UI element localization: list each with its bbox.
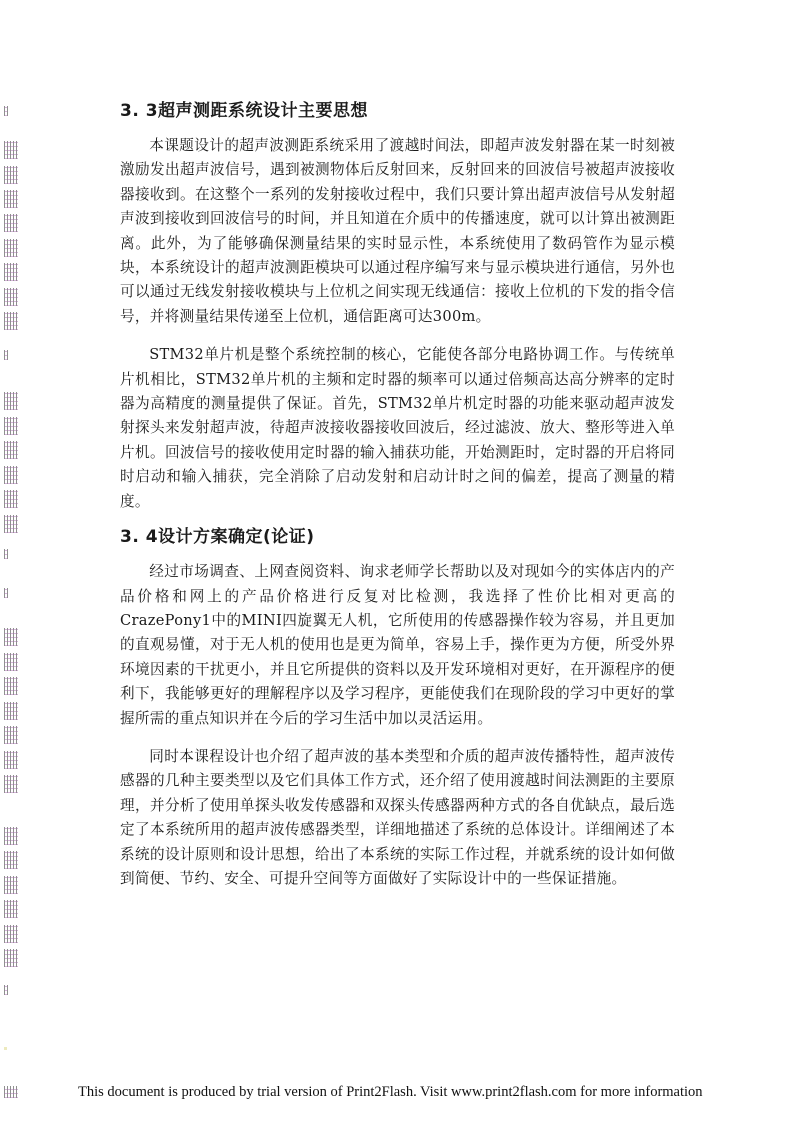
margin-artifact [4, 490, 18, 508]
margin-artifact [4, 549, 8, 559]
margin-artifact [4, 775, 18, 793]
paragraph: 同时本课程设计也介绍了超声波的基本类型和介质的超声波传播特性，超声波传感器的几种主要类型以及它们具体工作方式，还介绍了使用渡越时间法测距的主要原理，并分析了使用单探头收发传感器和双探头传感器两种方式的各自优缺点，最后选定了本系统所用的超声波传感器类型，详细地描述了系统的总体设计。详细阐述了本系统的设计原则和设计思想，给出了本系统的实际工作过程，并就系统的设计如何做到简便、节约、安全、可提升空间等方面做好了实际设计中的一些保证措施。 [120, 747, 675, 887]
margin-artifact [4, 876, 18, 894]
margin-artifact [4, 900, 18, 918]
margin-artifact [4, 288, 18, 306]
page-content [120, 98, 675, 891]
margin-artifact [4, 106, 8, 116]
margin-artifact [4, 166, 18, 184]
margin-artifact [4, 441, 18, 459]
margin-artifact [4, 312, 18, 330]
margin-artifact [4, 702, 18, 720]
margin-artifact [4, 466, 18, 484]
paragraph: 经过市场调查、上网查阅资料、询求老师学长帮助以及对现如今的实体店内的产品价格和网上的产品价格进行反复对比检测，我选择了性价比相对更高的CrazePony1中的MINI四旋翼无人机，它所使用的传感器操作较为容易，并且更加的直观易懂，对于无人机的使用也是更为简单，容易上手，操作更为方便，所受外界环境因素的干扰更小，并且它所提供的资料以及开发环境相对更好，在开源程序的便利下，我能够更好的理解程序以及学习程序，更能使我们在现阶段的学习中更好的掌握所需的重点知识并在今后的学习生活中加以灵活运用。 [120, 563, 675, 727]
margin-artifact [4, 1086, 18, 1098]
margin-artifact [4, 417, 18, 435]
trial-watermark: This document is produced by trial version of Print2Flash. Visit www.print2flash.com for more information [78, 1084, 703, 1100]
margin-artifact [4, 515, 18, 533]
margin-artifact [4, 985, 8, 995]
margin-artifact [4, 949, 18, 967]
paragraph: 本课题设计的超声波测距系统采用了渡越时间法，即超声波发射器在某一时刻被激励发出超声波信号，遇到被测物体后反射回来，反射回来的回波信号被超声波接收器接收到。在这整个一系列的发射接收过程中，我们只要计算出超声波信号从发射超声波到接收到回波信号的时间，并且知道在介质中的传播速度，就可以计算出被测距离。此外，为了能够确保测量结果的实时显示性，本系统使用了数码管作为显示模块，本系统设计的超声波测距模块可以通过程序编写来与显示模块进行通信，另外也可以通过无线发射接收模块与上位机之间实现无线通信：接收上位机的下发的指令信号，并将测量结果传递至上位机，通信距离可达300m。 [120, 137, 675, 325]
section-heading: 3. 3超声测距系统设计主要思想 [120, 101, 369, 121]
margin-artifact [4, 653, 18, 671]
section-heading: 3. 4设计方案确定(论证) [120, 527, 315, 548]
margin-artifact [4, 263, 18, 281]
margin-artifact [4, 628, 18, 646]
margin-artifact [4, 190, 18, 208]
margin-artifact [4, 925, 18, 943]
margin-artifact [4, 392, 18, 410]
margin-artifact [4, 851, 18, 869]
margin-artifact [4, 827, 18, 845]
margin-artifact [4, 726, 18, 744]
paragraph: STM32单片机是整个系统控制的核心，它能使各部分电路协调工作。与传统单片机相比，STM32单片机的主频和定时器的频率可以通过倍频高达高分辨率的定时器为高精度的测量提供了保证。首先，STM32单片机定时器的功能来驱动超声波发射探头来发射超声波，待超声波接收器接收回波后，经过滤波、放大、整形等进入单片机。回波信号的接收使用定时器的输入捕获功能，开始测距时，定时器的开启将同时启动和输入捕获，完全消除了启动发射和启动计时之间的偏差，提高了测量的精度。 [120, 346, 675, 510]
margin-artifact [4, 588, 8, 598]
margin-artifact [4, 350, 8, 360]
margin-artifact [4, 239, 18, 257]
margin-artifact [4, 677, 18, 695]
margin-artifact [4, 214, 18, 232]
margin-artifact [4, 141, 18, 159]
margin-artifact [4, 1047, 7, 1050]
margin-artifact [4, 751, 18, 769]
